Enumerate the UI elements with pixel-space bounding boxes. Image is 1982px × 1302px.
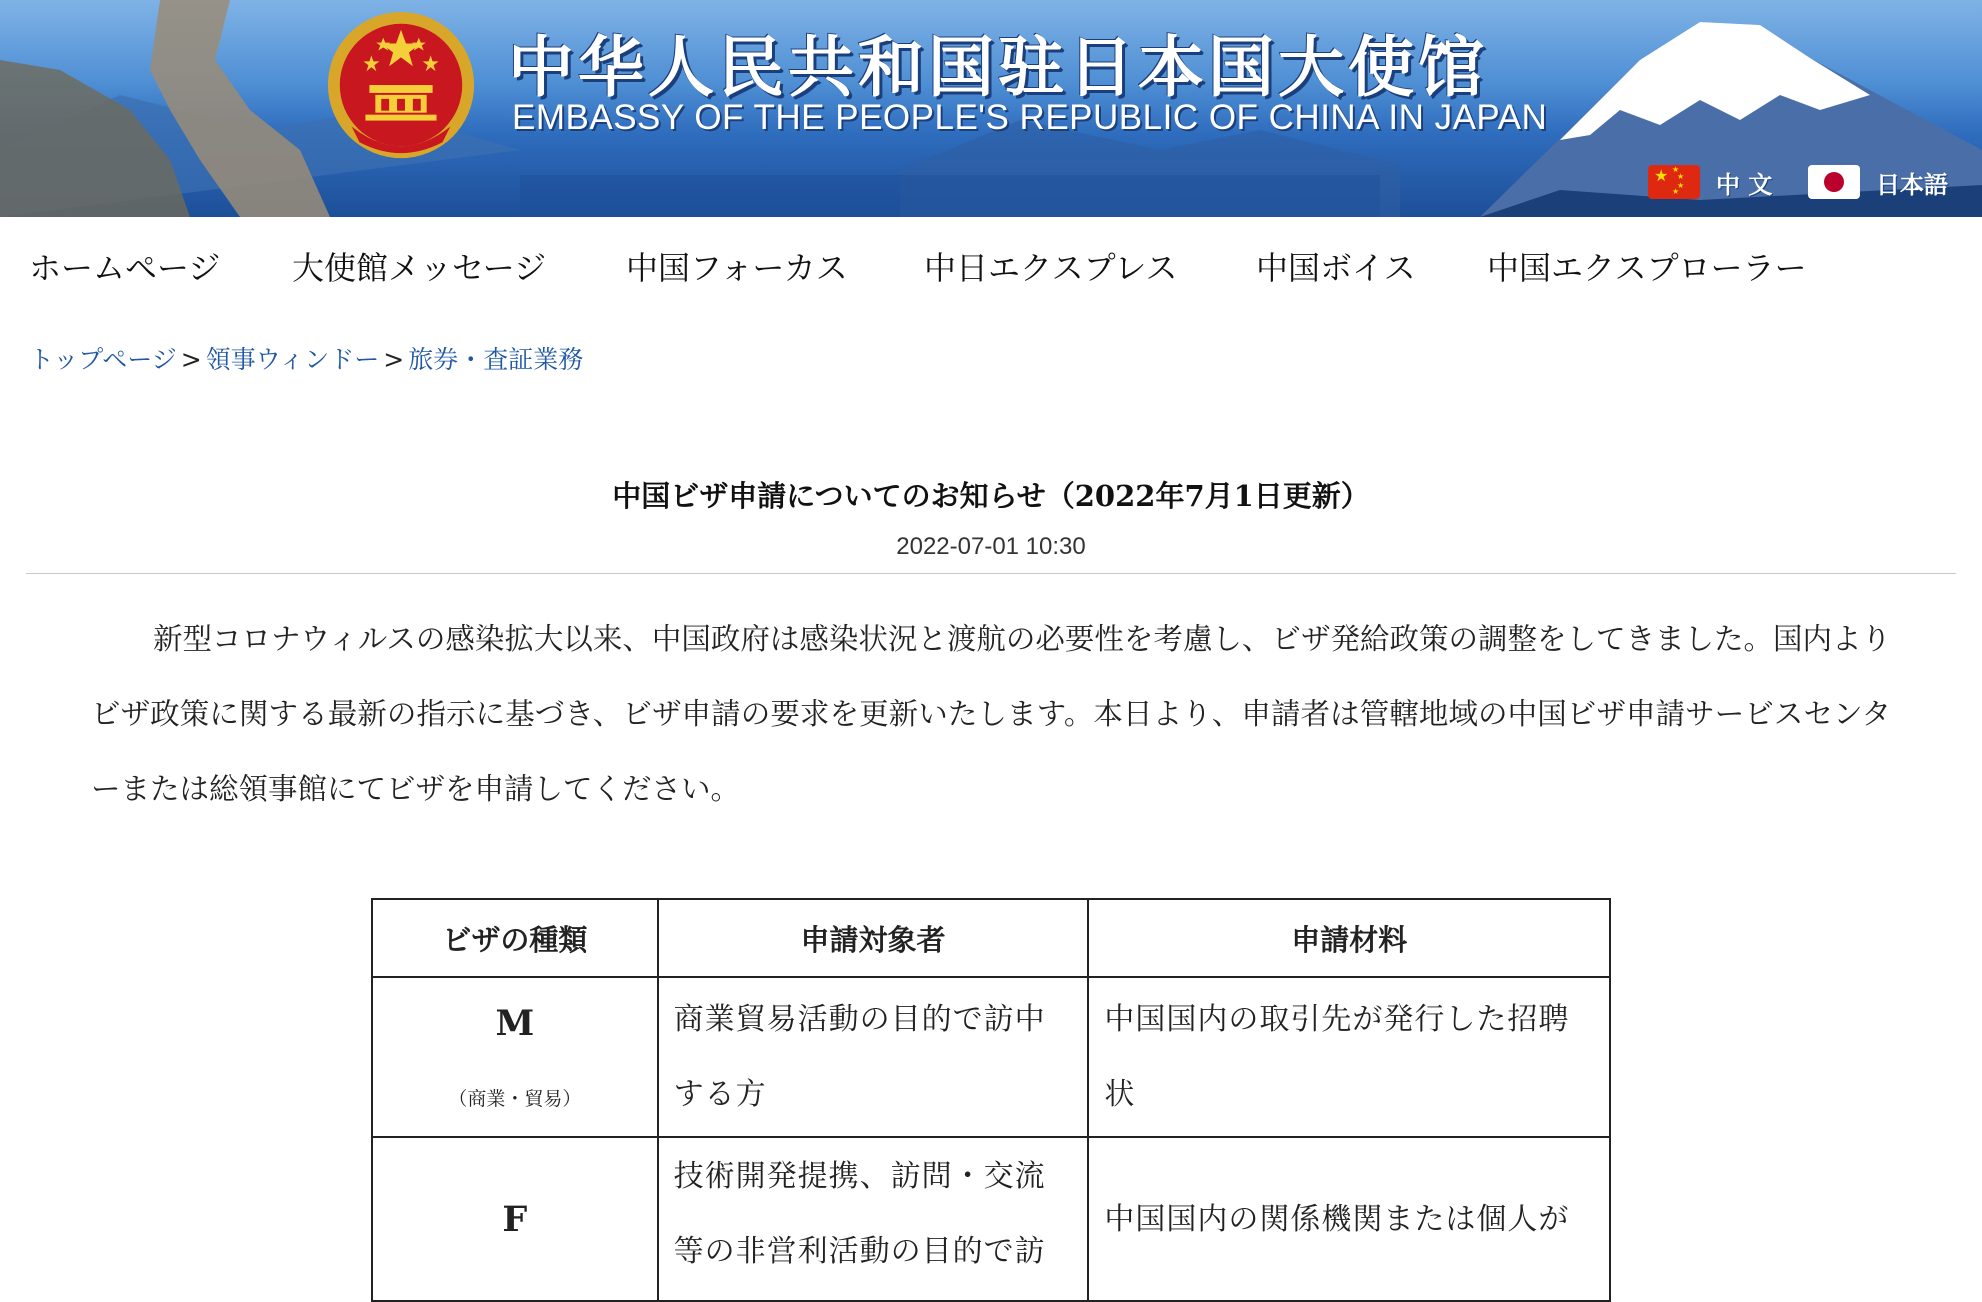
embassy-title-chinese: 中华人民共和国驻日本国大使馆 — [508, 29, 1488, 106]
table-row — [372, 977, 1610, 1137]
japan-flag-icon — [1808, 165, 1860, 199]
visa-type-code: F — [502, 1198, 528, 1240]
article-title: 中国ビザ申請についてのお知らせ（2022年7月1日更新） — [612, 479, 1370, 513]
table-row — [372, 1137, 1610, 1301]
article-date: 2022-07-01 10:30 — [896, 533, 1086, 560]
nav-item-message[interactable]: 大使館メッセージ — [292, 249, 547, 287]
applicant-text: 技術開発提携、訪問・交流等の非営利活動の目的で訪 — [673, 1159, 1046, 1269]
nav-item-express[interactable]: 中日エクスプレス — [924, 249, 1178, 287]
nav-item-voice[interactable]: 中国ボイス — [1256, 249, 1416, 287]
breadcrumb-separator: > — [383, 345, 405, 374]
table-header-visa-type: ビザの種類 — [372, 899, 658, 977]
materials-cell — [1088, 1137, 1610, 1301]
embassy-title-english: EMBASSY OF THE PEOPLE'S REPUBLIC OF CHINA IN JAPAN — [512, 98, 1548, 137]
table-header-applicant: 申請対象者 — [658, 899, 1089, 977]
breadcrumb-separator: > — [180, 345, 202, 374]
materials-text: 中国国内の関係機関または個人が — [1104, 1201, 1570, 1237]
china-flag-icon: ★ ★ ★ ★ ★ — [1648, 165, 1700, 199]
header-banner — [0, 0, 1982, 217]
nav-item-focus[interactable]: 中国フォーカス — [626, 249, 848, 287]
table-header-row — [372, 899, 1610, 977]
breadcrumb-passport-visa[interactable]: 旅券・査証業務 — [408, 345, 584, 374]
divider — [26, 573, 1956, 574]
materials-cell — [1088, 977, 1610, 1137]
breadcrumb-consular-window[interactable]: 領事ウィンドー — [205, 345, 380, 374]
visa-type-code: M — [495, 1003, 535, 1044]
table-header-materials: 申請材料 — [1088, 899, 1610, 977]
visa-requirements-table — [371, 898, 1611, 1302]
applicant-cell — [658, 1137, 1089, 1301]
visa-type-cell — [372, 1137, 658, 1301]
applicant-text: 商業貿易活動の目的で訪中する方 — [673, 1002, 1046, 1112]
nav-item-explorer[interactable]: 中国エクスプローラー — [1487, 249, 1807, 287]
language-chinese-label: 中 文 — [1716, 170, 1773, 199]
materials-text: 中国国内の取引先が発行した招聘状 — [1104, 1002, 1570, 1112]
language-chinese-link[interactable] — [1648, 164, 1772, 200]
language-japanese-label: 日本語 — [1876, 170, 1948, 199]
national-emblem-icon — [322, 8, 480, 166]
visa-type-cell — [372, 977, 658, 1137]
applicant-cell — [658, 977, 1089, 1137]
nav-item-home[interactable]: ホームページ — [29, 249, 221, 287]
main-navigation — [0, 217, 1982, 307]
breadcrumb-top-page[interactable]: トップページ — [29, 345, 177, 374]
breadcrumb — [29, 340, 583, 376]
language-japanese-link[interactable] — [1808, 164, 1948, 200]
visa-type-description: （商業・貿易） — [448, 1088, 582, 1110]
article-body: 新型コロナウィルスの感染拡大以来、中国政府は感染状況と渡航の必要性を考慮し、ビザ発給政策の調整をしてきました。国内よりビザ政策に関する最新の指示に基づき、ビザ申請の要求を更新いたします。本日より、申請者は管轄地域の中国ビザ申請サービスセンターまたは総領事館にてビザを申請してください。 — [91, 622, 1891, 806]
